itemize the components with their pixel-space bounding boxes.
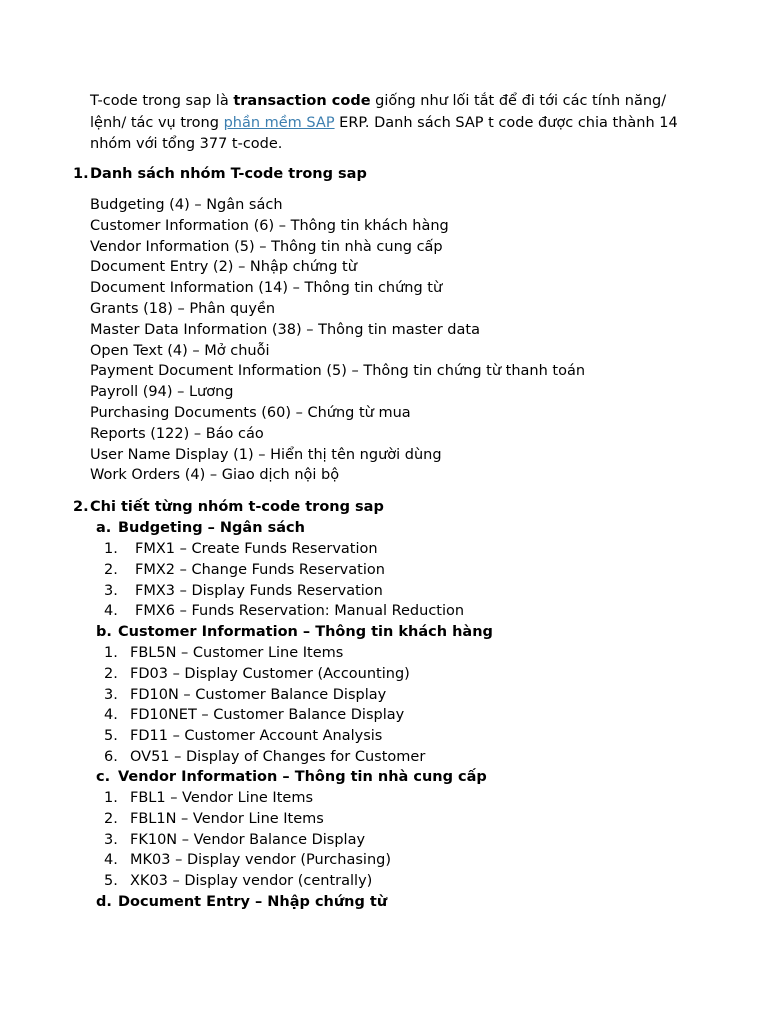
intro-bold-term: transaction code	[233, 93, 371, 109]
tcode-list	[104, 643, 425, 768]
tcode-text: OV51 – Display of Changes for Customer	[130, 748, 426, 765]
section-2-number: 2.	[73, 499, 89, 515]
tcode-text: XK03 – Display vendor (centrally)	[130, 873, 373, 890]
tcode-text: FMX3 – Display Funds Reservation	[135, 582, 383, 599]
sap-software-link[interactable]: phần mềm SAP	[223, 114, 335, 131]
list-number: 1.	[104, 541, 118, 557]
list-item	[104, 747, 425, 768]
section-1-title: Danh sách nhóm T-code trong sap	[90, 166, 367, 182]
group-item: Document Information (14) – Thông tin chứng từ	[90, 280, 443, 297]
intro-text-1: T-code trong sap là	[90, 93, 234, 109]
list-item	[104, 539, 464, 560]
group-item: Customer Information (6) – Thông tin khách hàng	[90, 217, 449, 234]
intro-text-2: giống như lối tắt để đi tới các tính năng/ lệnh/ tác vụ trong	[90, 93, 667, 131]
tcode-text: FMX6 – Funds Reservation: Manual Reduction	[135, 603, 465, 620]
subsection-heading	[96, 518, 305, 539]
list-item	[104, 788, 391, 809]
section-1-number: 1.	[73, 166, 89, 182]
tcode-text: FBL1N – Vendor Line Items	[130, 810, 324, 827]
list-number: 1.	[104, 645, 118, 661]
tcode-text: FD03 – Display Customer (Accounting)	[130, 665, 410, 682]
tcode-list	[104, 539, 464, 622]
group-item: Purchasing Documents (60) – Chứng từ mua	[90, 404, 411, 421]
group-item: Vendor Information (5) – Thông tin nhà cung cấp	[90, 238, 443, 255]
tcode-text: FK10N – Vendor Balance Display	[130, 831, 366, 848]
tcode-text: FBL1 – Vendor Line Items	[130, 790, 313, 806]
tcode-text: MK03 – Display vendor (Purchasing)	[130, 852, 391, 869]
list-number: 2.	[104, 561, 118, 578]
intro-text-3: ERP. Danh sách SAP t code được chia thành 14 nhóm với tổng 377 t-code.	[90, 114, 678, 152]
list-item	[104, 830, 391, 851]
tcode-list	[104, 788, 391, 892]
section-2-heading	[73, 497, 384, 518]
subsection-title: Document Entry – Nhập chứng từ	[118, 894, 388, 910]
group-item: Grants (18) – Phân quyền	[90, 300, 276, 317]
subsection-title: Vendor Information – Thông tin nhà cung cấp	[118, 769, 487, 785]
list-item	[104, 560, 464, 581]
tcode-text: FMX2 – Change Funds Reservation	[135, 561, 385, 578]
subsection-heading	[96, 767, 487, 788]
subsection-letter: d.	[96, 894, 112, 910]
list-item	[104, 664, 425, 685]
subsection-heading	[96, 622, 493, 643]
group-item: Work Orders (4) – Giao dịch nội bộ	[90, 467, 340, 484]
tcode-text: FMX1 – Create Funds Reservation	[135, 541, 378, 557]
list-number: 2.	[104, 665, 118, 682]
tcode-text: FBL5N – Customer Line Items	[130, 645, 344, 661]
group-item: Reports (122) – Báo cáo	[90, 425, 264, 442]
list-item	[104, 850, 391, 871]
list-number: 4.	[104, 852, 118, 869]
tcode-text: FD11 – Customer Account Analysis	[130, 728, 383, 745]
list-number: 4.	[104, 603, 118, 620]
list-item	[104, 726, 425, 747]
group-item: Master Data Information (38) – Thông tin master data	[90, 321, 480, 338]
group-item: Open Text (4) – Mở chuỗi	[90, 342, 270, 359]
list-number: 6.	[104, 748, 118, 765]
list-number: 2.	[104, 810, 118, 827]
subsection-heading	[96, 892, 387, 913]
group-item: User Name Display (1) – Hiển thị tên người dùng	[90, 446, 442, 463]
list-number: 1.	[104, 790, 118, 806]
list-item	[104, 601, 464, 622]
tcode-text: FD10NET – Customer Balance Display	[130, 707, 405, 724]
list-number: 4.	[104, 707, 118, 724]
list-number: 3.	[104, 686, 118, 703]
list-number: 3.	[104, 582, 118, 599]
list-item	[104, 705, 425, 726]
list-item	[104, 685, 425, 706]
group-item: Document Entry (2) – Nhập chứng từ	[90, 259, 357, 276]
list-item	[104, 581, 464, 602]
section-1-heading	[73, 164, 367, 185]
group-item: Payment Document Information (5) – Thông tin chứng từ thanh toán	[90, 363, 586, 380]
group-item: Payroll (94) – Lương	[90, 384, 234, 401]
intro-paragraph	[90, 91, 690, 156]
subsection-letter: c.	[96, 769, 111, 785]
subsection-letter: a.	[96, 520, 112, 536]
group-list	[90, 195, 585, 486]
list-number: 5.	[104, 873, 118, 890]
subsection-title: Customer Information – Thông tin khách hàng	[118, 624, 493, 640]
list-item	[104, 643, 425, 664]
list-number: 5.	[104, 728, 118, 745]
group-item: Budgeting (4) – Ngân sách	[90, 197, 283, 213]
tcode-text: FD10N – Customer Balance Display	[130, 686, 387, 703]
list-number: 3.	[104, 831, 118, 848]
section-2-title: Chi tiết từng nhóm t-code trong sap	[90, 499, 384, 515]
subsection-letter: b.	[96, 624, 112, 640]
list-item	[104, 809, 391, 830]
subsection-title: Budgeting – Ngân sách	[118, 520, 305, 536]
list-item	[104, 871, 391, 892]
